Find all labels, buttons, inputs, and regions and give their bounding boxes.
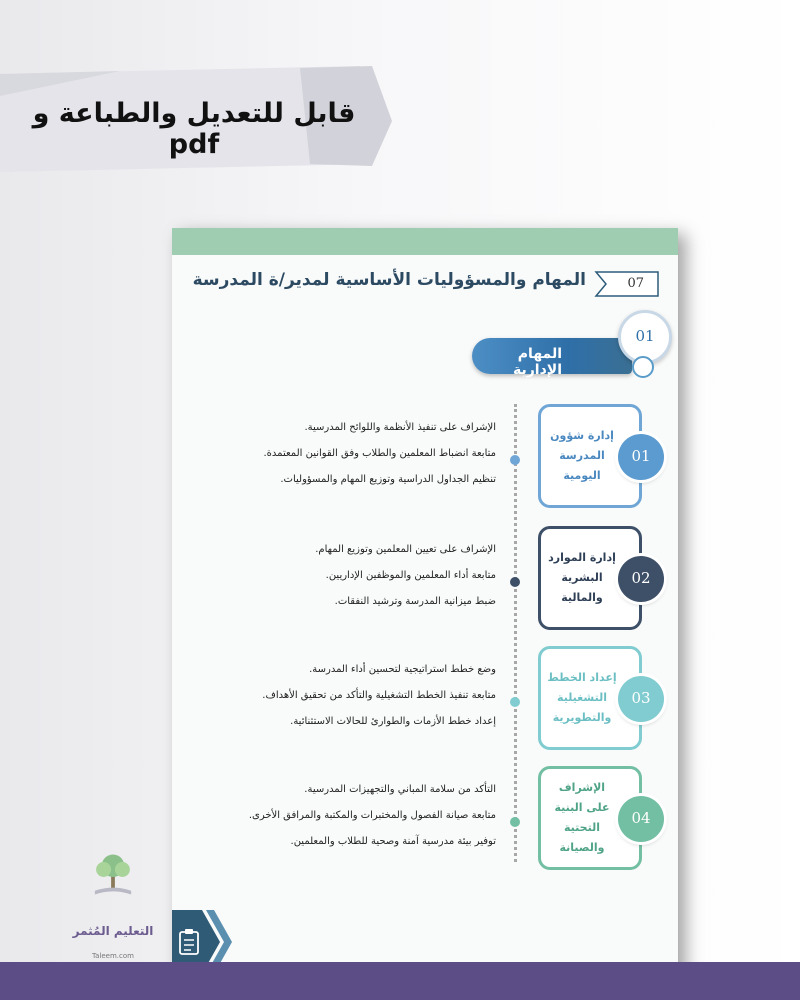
item-line: متابعة انضباط المعلمين والطلاب وفق القوانين المعتمدة.: [263, 448, 496, 459]
item-title: إدارة الموارد البشرية والمالية: [548, 551, 616, 604]
item-lines: [196, 660, 496, 738]
item-line: التأكد من سلامة المباني والتجهيزات المدرسية.: [304, 784, 496, 795]
item-number-circle: [618, 556, 664, 602]
page-title: المهام والمسؤوليات الأساسية لمدير/ة المدرسة: [192, 270, 586, 290]
item-title: الإشراف على البنية التحتية والصيانة: [554, 781, 610, 854]
item-line: الإشراف على تعيين المعلمين وتوزيع المهام.: [315, 544, 496, 555]
item-line: متابعة أداء المعلمين والموظفين الإداريين.: [325, 570, 496, 581]
section-number: 01: [635, 327, 655, 345]
item-number: 04: [631, 809, 651, 827]
item-lines: [196, 418, 496, 496]
item-line: وضع خطط استراتيجية لتحسين أداء المدرسة.: [309, 664, 496, 675]
title-row: [172, 264, 678, 304]
timeline-bullet: [510, 577, 520, 587]
item-line: ضبط ميزانية المدرسة وترشيد النفقات.: [334, 596, 496, 607]
page-top-bar: [172, 228, 678, 255]
item-lines: [196, 540, 496, 618]
item-line: توفير بيئة مدرسية آمنة وصحية للطلاب والمعلمين.: [290, 836, 496, 847]
item-title: إعداد الخطط التشغيلية والتطويرية: [547, 671, 617, 724]
section-connector-dot: [632, 356, 654, 378]
item-title: إدارة شؤون المدرسة اليومية: [550, 429, 614, 482]
logo-url: Taleem.com: [92, 952, 134, 960]
list-item: [172, 646, 678, 756]
page-number: 07: [627, 276, 644, 291]
item-number-circle: [618, 676, 664, 722]
item-number-circle: [618, 434, 664, 480]
banner-text: قابل للتعديل والطباعة و pdf: [32, 98, 356, 160]
bottom-band: [0, 962, 800, 1000]
section-label: المهام الإدارية: [512, 346, 562, 378]
item-line: إعداد خطط الأزمات والطوارئ للحالات الاستثنائية.: [290, 716, 496, 727]
item-lines: [196, 780, 496, 858]
item-number-circle: [618, 796, 664, 842]
list-item: [172, 526, 678, 636]
item-number: 03: [631, 689, 651, 707]
item-line: الإشراف على تنفيذ الأنظمة واللوائح المدرسية.: [304, 422, 496, 433]
timeline-bullet: [510, 697, 520, 707]
item-line: تنظيم الجداول الدراسية وتوزيع المهام والمسؤوليات.: [280, 474, 496, 485]
section-pill: [472, 338, 632, 378]
item-line: متابعة صيانة الفصول والمختبرات والمكتبة والمرافق الأخرى.: [248, 810, 496, 821]
logo-name: التعليم المُثمر: [72, 924, 154, 938]
document-page: [172, 228, 678, 974]
list-item: [172, 404, 678, 514]
timeline-bullet: [510, 817, 520, 827]
timeline-bullet: [510, 455, 520, 465]
item-line: متابعة تنفيذ الخطط التشغيلية والتأكد من تحقيق الأهداف.: [262, 690, 496, 701]
item-number: 01: [631, 447, 651, 465]
tree-logo-icon: [70, 852, 156, 922]
list-item: [172, 766, 678, 876]
item-number: 02: [631, 569, 651, 587]
clipboard-icon: [178, 928, 200, 956]
